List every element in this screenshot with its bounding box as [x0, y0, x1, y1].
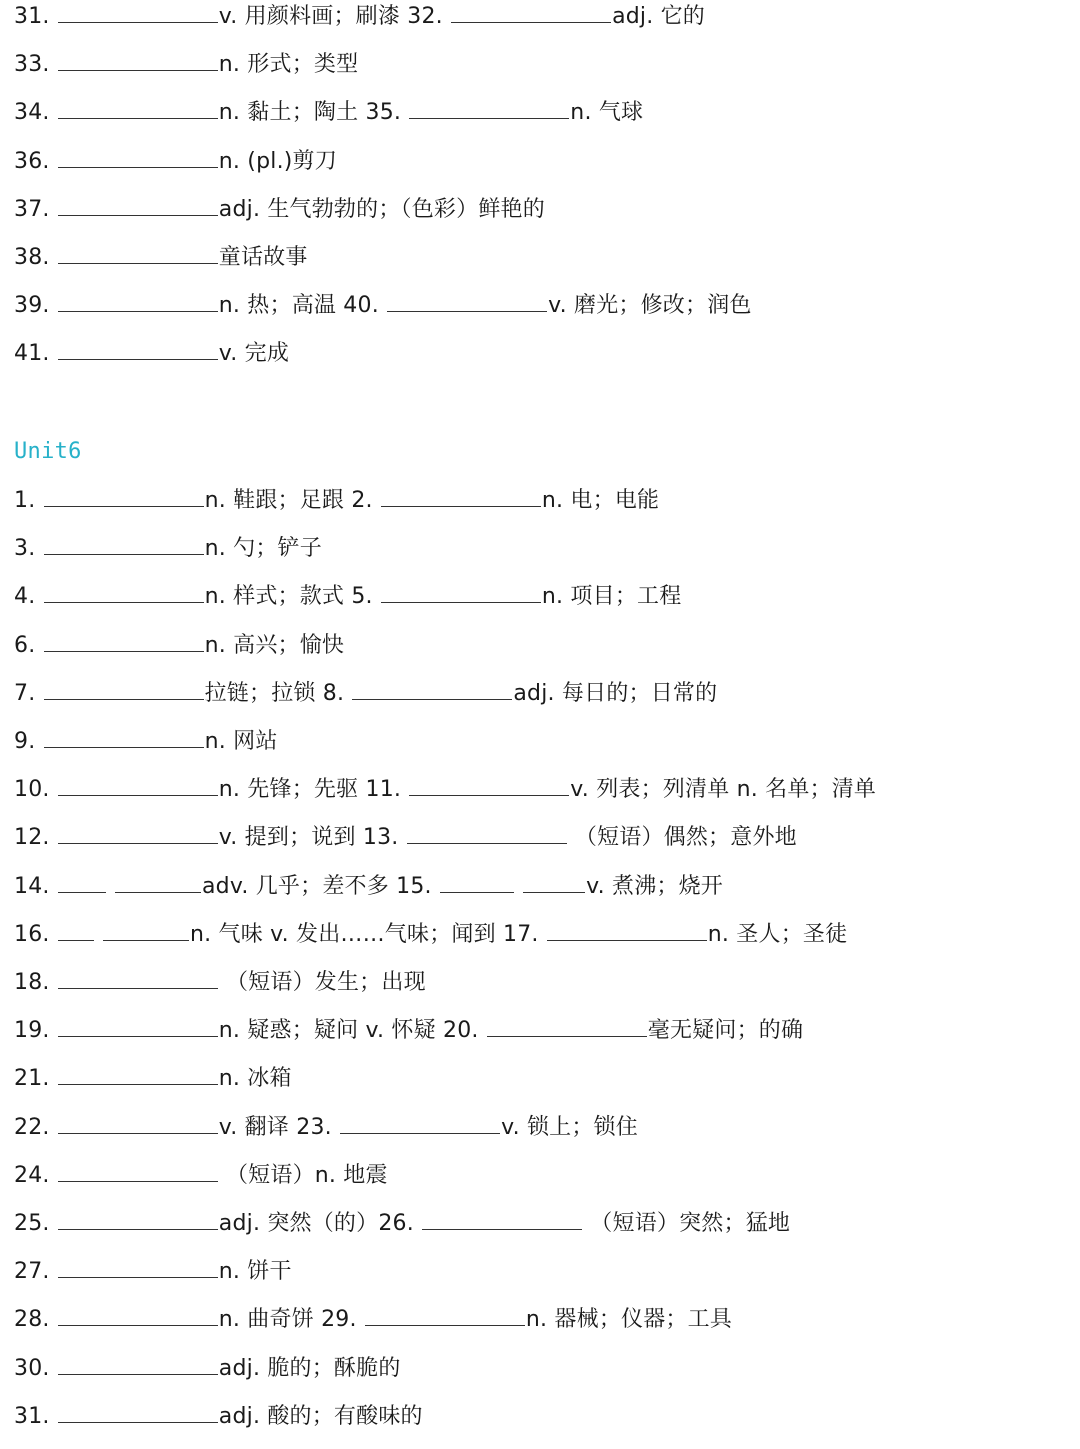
answer-blank[interactable] [44, 576, 204, 603]
vocab-item [14, 817, 797, 857]
vocab-item [14, 285, 752, 325]
answer-blank[interactable] [58, 333, 218, 360]
section-heading: Unit6 [14, 439, 82, 464]
vocab-text: 39. [14, 293, 57, 318]
vocab-text: （短语）偶然；意外地 [567, 825, 797, 850]
vocab-item [14, 625, 344, 665]
answer-blank[interactable] [365, 1299, 525, 1326]
vocab-text: 4. [14, 584, 43, 609]
answer-blank[interactable] [44, 625, 204, 652]
vocab-text: 18. [14, 970, 57, 995]
vocab-text: 9. [14, 729, 43, 754]
vocab-text: 38. [14, 245, 57, 270]
vocab-item [14, 962, 426, 1002]
vocab-text: n. 样式；款式 5. [204, 584, 380, 609]
vocab-item [14, 44, 358, 84]
vocab-text: n. 形式；类型 [218, 52, 359, 77]
vocab-text: 22. [14, 1115, 57, 1140]
vocab-text: 33. [14, 52, 57, 77]
vocab-text: v. 完成 [218, 341, 290, 366]
vocab-item [14, 0, 705, 36]
vocab-text: n. 圣人；圣徒 [707, 922, 848, 947]
answer-blank[interactable] [44, 528, 204, 555]
vocab-item [14, 1251, 292, 1291]
vocab-text: 1. [14, 488, 43, 513]
vocab-text: n. 热；高温 40. [218, 293, 387, 318]
answer-blank[interactable] [58, 237, 218, 264]
vocab-text: 12. [14, 825, 57, 850]
vocab-item [14, 1396, 423, 1436]
answer-blank[interactable] [352, 673, 512, 700]
vocab-text: v. 用颜料画；刷漆 32. [218, 4, 451, 29]
vocab-item [14, 576, 681, 616]
vocab-item [14, 141, 337, 181]
vocab-item [14, 1348, 401, 1388]
vocab-item [14, 1299, 732, 1339]
vocab-text: 27. [14, 1259, 57, 1284]
vocab-text: n. 勺；铲子 [204, 536, 322, 561]
answer-blank[interactable] [523, 866, 585, 893]
vocab-text: 10. [14, 777, 57, 802]
vocab-text: adj. 脆的；酥脆的 [218, 1356, 401, 1381]
vocab-text: 14. [14, 874, 57, 899]
vocab-text: v. 磨光；修改；润色 [548, 293, 752, 318]
answer-blank[interactable] [44, 673, 204, 700]
vocab-text: 36. [14, 149, 57, 174]
vocab-item [14, 1203, 790, 1243]
vocab-text: n. 气味 v. 发出……气味；闻到 17. [189, 922, 546, 947]
vocab-text: v. 锁上；锁住 [501, 1115, 638, 1140]
vocab-text: n. 鞋跟；足跟 2. [204, 488, 380, 513]
vocab-text: 21. [14, 1066, 57, 1091]
vocab-text: v. 列表；列清单 n. 名单；清单 [570, 777, 877, 802]
vocab-text: 24. [14, 1163, 57, 1188]
answer-blank[interactable] [103, 914, 189, 941]
answer-blank[interactable] [58, 1299, 218, 1326]
answer-blank[interactable] [58, 1203, 218, 1230]
answer-blank[interactable] [381, 576, 541, 603]
answer-blank[interactable] [58, 962, 218, 989]
vocab-text: n. 疑惑；疑问 v. 怀疑 20. [218, 1018, 486, 1043]
answer-blank[interactable] [381, 480, 541, 507]
vocab-text: 41. [14, 341, 57, 366]
answer-blank[interactable] [58, 189, 218, 216]
vocab-text: 16. [14, 922, 57, 947]
answer-blank[interactable] [58, 1348, 218, 1375]
vocab-item [14, 528, 322, 568]
vocab-item [14, 866, 723, 906]
answer-blank[interactable] [58, 44, 218, 71]
vocab-text: adv. 几乎；差不多 15. [201, 874, 439, 899]
answer-blank[interactable] [58, 1058, 218, 1085]
vocab-item [14, 237, 308, 277]
vocab-item [14, 1010, 803, 1050]
answer-blank[interactable] [387, 285, 547, 312]
vocab-text: （短语）n. 地震 [218, 1163, 388, 1188]
vocab-text: n. 网站 [204, 729, 278, 754]
vocab-item [14, 92, 643, 132]
vocab-text: n. 气球 [570, 100, 644, 125]
vocab-item [14, 480, 659, 520]
vocab-text: （短语）发生；出现 [218, 970, 426, 995]
vocab-text: n. 黏土；陶土 35. [218, 100, 409, 125]
vocab-text: 童话故事 [218, 245, 308, 270]
answer-blank[interactable] [58, 1010, 218, 1037]
answer-blank[interactable] [340, 1107, 500, 1134]
answer-blank[interactable] [58, 817, 218, 844]
vocab-text: 37. [14, 197, 57, 222]
vocab-item [14, 189, 545, 229]
vocab-text: n. 高兴；愉快 [204, 633, 345, 658]
vocab-text: 25. [14, 1211, 57, 1236]
vocab-text: 毫无疑问；的确 [647, 1018, 804, 1043]
answer-blank[interactable] [44, 721, 204, 748]
vocab-text: n. (pl.)剪刀 [218, 149, 337, 174]
vocab-item [14, 769, 876, 809]
answer-blank[interactable] [487, 1010, 647, 1037]
vocab-item [14, 721, 278, 761]
vocab-text: 30. [14, 1356, 57, 1381]
vocab-text [95, 922, 102, 947]
vocab-text: n. 先锋；先驱 11. [218, 777, 409, 802]
answer-blank[interactable] [58, 914, 94, 941]
answer-blank[interactable] [58, 1396, 218, 1423]
vocab-text: 19. [14, 1018, 57, 1043]
answer-blank[interactable] [409, 769, 569, 796]
vocab-text: n. 项目；工程 [541, 584, 682, 609]
vocab-text: 31. [14, 1404, 57, 1429]
answer-blank[interactable] [58, 141, 218, 168]
answer-blank[interactable] [58, 866, 106, 893]
answer-blank[interactable] [44, 480, 204, 507]
answer-blank[interactable] [58, 92, 218, 119]
answer-blank[interactable] [58, 769, 218, 796]
vocab-item [14, 333, 289, 373]
vocab-item [14, 1107, 638, 1147]
vocab-text: adj. 突然（的）26. [218, 1211, 422, 1236]
vocab-text: 34. [14, 100, 57, 125]
vocab-text: adj. 它的 [612, 4, 706, 29]
vocab-text: v. 翻译 23. [218, 1115, 340, 1140]
answer-blank[interactable] [409, 92, 569, 119]
answer-blank[interactable] [58, 1251, 218, 1278]
answer-blank[interactable] [451, 0, 611, 23]
vocab-text: 7. [14, 681, 43, 706]
answer-blank[interactable] [547, 914, 707, 941]
vocab-text: 3. [14, 536, 43, 561]
vocab-text: adj. 生气勃勃的；（色彩）鲜艳的 [218, 197, 545, 222]
vocab-text [515, 874, 522, 899]
vocab-text: adj. 酸的；有酸味的 [218, 1404, 423, 1429]
vocab-text: n. 冰箱 [218, 1066, 292, 1091]
vocab-item [14, 914, 847, 954]
answer-blank[interactable] [58, 1155, 218, 1182]
answer-blank[interactable] [440, 866, 514, 893]
vocab-text: n. 电；电能 [541, 488, 660, 513]
answer-blank[interactable] [115, 866, 201, 893]
vocab-text: 28. [14, 1307, 57, 1332]
vocab-text: v. 煮沸；烧开 [586, 874, 724, 899]
answer-blank[interactable] [58, 285, 218, 312]
vocab-text [107, 874, 114, 899]
vocab-text: 31. [14, 4, 57, 29]
vocab-item [14, 1058, 292, 1098]
vocab-text: （短语）突然；猛地 [583, 1211, 791, 1236]
vocab-text: adj. 每日的；日常的 [513, 681, 718, 706]
answer-blank[interactable] [58, 0, 218, 23]
vocab-item [14, 1155, 388, 1195]
answer-blank[interactable] [58, 1107, 218, 1134]
vocab-text: 6. [14, 633, 43, 658]
vocab-text: 拉链；拉锁 8. [204, 681, 352, 706]
answer-blank[interactable] [407, 817, 567, 844]
vocab-text: v. 提到；说到 13. [218, 825, 406, 850]
vocab-text: n. 器械；仪器；工具 [525, 1307, 733, 1332]
vocab-item [14, 673, 717, 713]
answer-blank[interactable] [422, 1203, 582, 1230]
vocab-text: n. 曲奇饼 29. [218, 1307, 364, 1332]
vocab-text: n. 饼干 [218, 1259, 292, 1284]
